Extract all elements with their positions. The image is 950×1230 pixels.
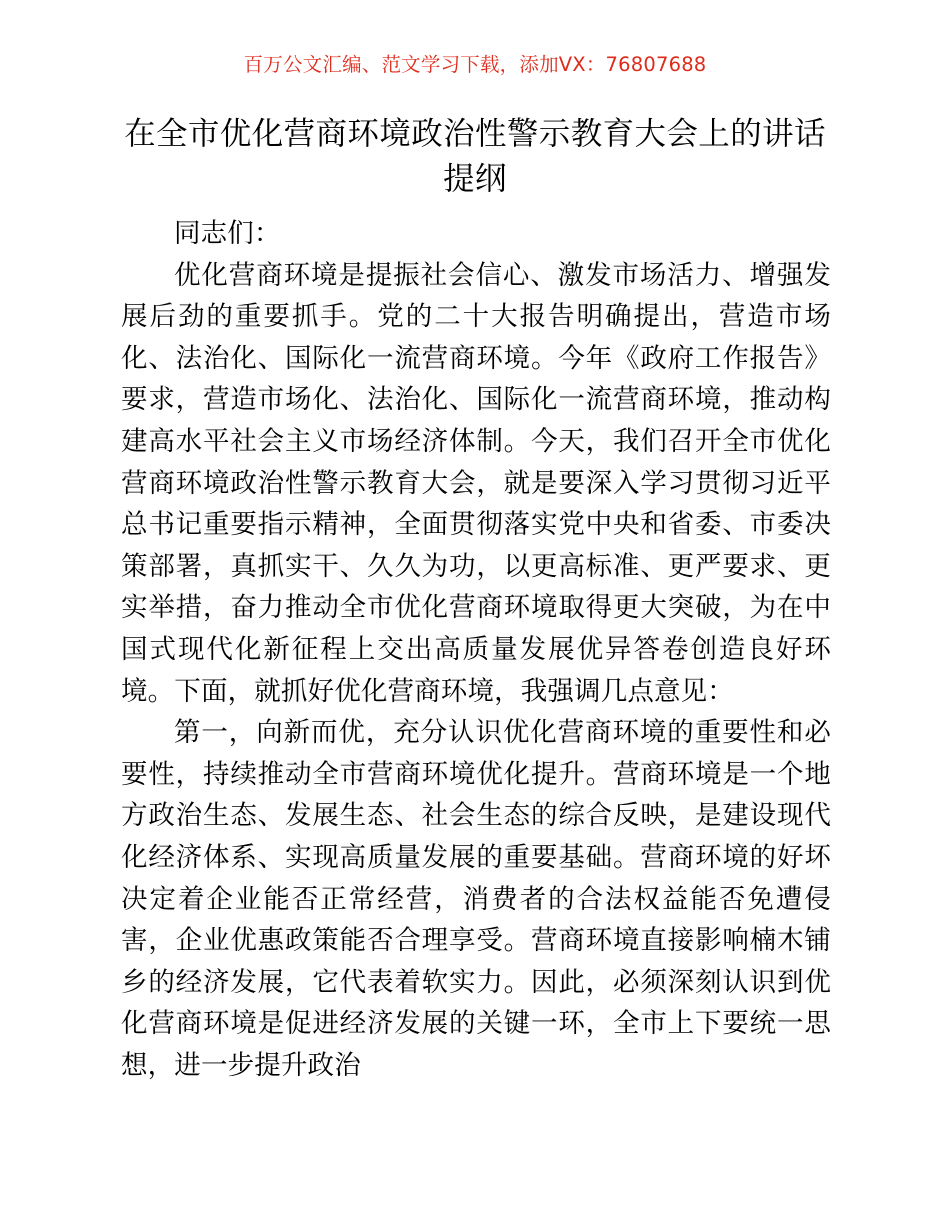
body-paragraph-1: 优化营商环境是提振社会信心、激发市场活力、增强发展后劲的重要抓手。党的二十大报告明确提出，营造市场化、法治化、国际化一流营商环境。今年《政府工作报告》要求，营造市场化、法治化、国际化一流营商环境，推动构建高水平社会主义市场经济体制。今天，我们召开全市优化营商环境政治性警示教育大会，就是要深入学习贯彻习近平总书记重要指示精神，全面贯彻落实党中央和省委、市委决策部署，真抓实干、久久为功，以更高标准、更严要求、更实举措，奋力推动全市优化营商环境取得更大突破，为在中国式现代化新征程上交出高质量发展优异答卷创造良好环境。下面，就抓好优化营商环境，我强调几点意见：: [121, 259, 831, 707]
document-body: [121, 213, 831, 1086]
body-paragraph-2: 第一，向新而优，充分认识优化营商环境的重要性和必要性，持续推动全市营商环境优化提升。营商环境是一个地方政治生态、发展生态、社会生态的综合反映，是建设现代化经济体系、实现高质量发展的重要基础。营商环境的好坏决定着企业能否正常经营，消费者的合法权益能否免遭侵害，企业优惠政策能否合理享受。营商环境直接影响楠木铺乡的经济发展，它代表着软实力。因此，必须深刻认识到优化营商环境是促进经济发展的关键一环，全市上下要统一思想，进一步提升政治: [121, 717, 831, 1081]
salutation-paragraph: 同志们：: [174, 218, 281, 249]
page-title: 在全市优化营商环境政治性警示教育大会上的讲话提纲: [124, 116, 826, 197]
promo-banner-text: 百万公文汇编、范文学习下载，添加VX：76807688: [243, 53, 707, 76]
